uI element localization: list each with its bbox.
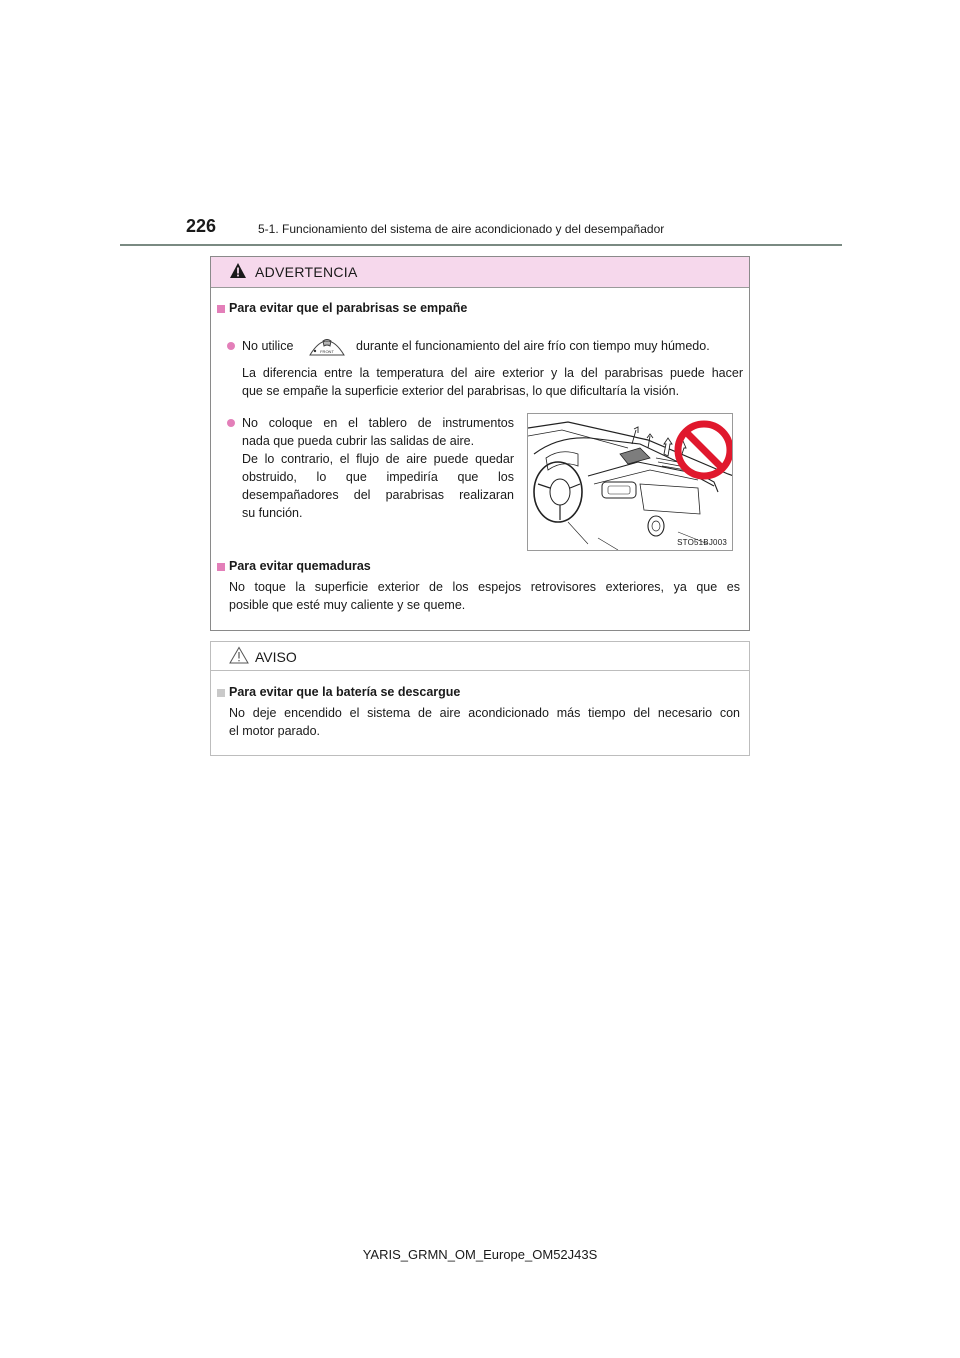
footer-doc-id: YARIS_GRMN_OM_Europe_OM52J43S: [362, 1247, 598, 1262]
notice-header: [211, 642, 749, 671]
front-defroster-button-icon: [308, 333, 346, 357]
burns-text-line1: No toque la superficie exterior de los espejos retrovisores exteriores, ya que es: [229, 580, 740, 594]
section-square-icon: [217, 563, 225, 571]
bullet2-line4: obstruido, lo que impediría que los: [242, 470, 514, 484]
caution-icon: [229, 646, 249, 664]
warning-box: [210, 256, 750, 631]
warning-label: ADVERTENCIA: [255, 264, 358, 280]
dashboard-drawing: [528, 414, 733, 551]
bullet1-paragraph-line1: La diferencia entre la temperatura del aire exterior y la del parabrisas puede hacer: [242, 366, 743, 380]
warning-header: [211, 257, 749, 288]
burns-text-line2: posible que esté muy caliente y se queme.: [229, 598, 466, 612]
prohibition-icon: [678, 424, 730, 476]
section-heading-fog: Para evitar que el parabrisas se empañe: [229, 301, 468, 315]
section-square-icon: [217, 689, 225, 697]
bullet-dot-icon: [227, 419, 235, 427]
section-heading-burns: Para evitar quemaduras: [229, 559, 371, 573]
header-divider: [120, 244, 842, 246]
section-title: 5-1. Funcionamiento del sistema de aire acondicionado y del desempañador: [258, 222, 665, 236]
figure-code: STO51BJ003: [677, 538, 727, 547]
section-square-icon: [217, 305, 225, 313]
notice-text-line2: el motor parado.: [229, 724, 321, 738]
bullet2-line5: desempañadores del parabrisas realizaran: [242, 488, 514, 502]
warning-icon: [229, 262, 247, 279]
bullet2-line3: De lo contrario, el flujo de aire puede quedar: [242, 452, 514, 466]
bullet1-paragraph-line2: que se empañe la superficie exterior del parabrisas, lo que dificultaría la visión.: [242, 384, 680, 398]
bullet-dot-icon: [227, 342, 235, 350]
bullet1-text-end: [356, 337, 743, 355]
bullet1-text-end-span: durante el funcionamiento del aire frío con tiempo muy húmedo.: [356, 339, 710, 353]
bullet2-line2: nada que pueda cubrir las salidas de aire.: [242, 434, 475, 448]
button-icon-text: FRONT: [320, 349, 334, 354]
bullet2-line1: No coloque en el tablero de instrumentos: [242, 416, 514, 430]
dashboard-illustration: [527, 413, 733, 551]
notice-heading: Para evitar que la batería se descargue: [229, 685, 461, 699]
bullet1-text-start: No utilice: [242, 339, 294, 353]
notice-label: AVISO: [255, 649, 297, 665]
page-number: 226: [186, 216, 217, 236]
bullet2-line6: su función.: [242, 506, 303, 520]
notice-text-line1: No deje encendido el sistema de aire acondicionado más tiempo del necesario con: [229, 706, 740, 720]
notice-box: [210, 641, 750, 756]
